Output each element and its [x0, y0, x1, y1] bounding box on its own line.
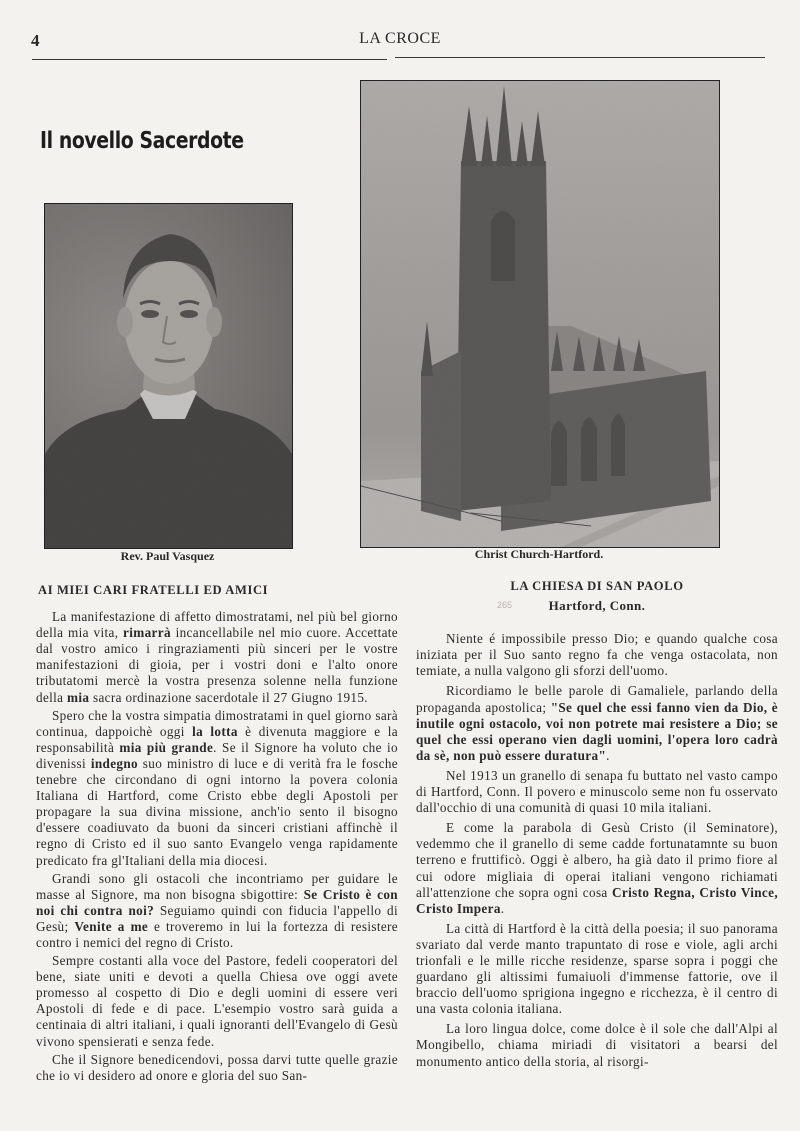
- portrait-photo: [44, 203, 293, 549]
- text-run: Che il Signore benedicendovi, possa darvi tutte quelle grazie che io vi desidero ad onore e gloria del suo San-: [36, 1051, 398, 1083]
- emphasized-text: rimarrà: [123, 625, 171, 641]
- church-image: [361, 81, 719, 547]
- left-paragraph: [36, 1052, 398, 1084]
- text-run: Spero che la vostra simpatia dimostratami in quel giorno sarà continua, dappoichè oggi: [36, 707, 398, 739]
- right-paragraph: [416, 683, 778, 763]
- right-paragraph: [416, 820, 778, 917]
- right-paragraph: [416, 1021, 778, 1069]
- text-run: suo ministro di luce e di verità fra le fosche tenebre che circondano di ogni intorno la povera colonia Italiana di Hartford, come Cristo ebbe degli Apostoli per propagare la sua divina missione, anch'io sento il bisogno d'essere coadiuvato da buoni da sinceri cristiani affinchè il regno di Cristo ed il suo santo Evangelo venga rapidamente predicato fra gl'Italiani della mia diocesi.: [36, 755, 398, 868]
- page-number: 4: [31, 31, 40, 50]
- text-run: sacra ordinazione sacerdotale il 27 Giugno 1915.: [89, 689, 368, 705]
- header-rule: [32, 59, 387, 60]
- text-run: . Se il Signore ha voluto che io divenissi: [36, 739, 398, 771]
- left-paragraph: [36, 953, 398, 1050]
- right-paragraph: [416, 768, 778, 816]
- emphasized-text: Se Cristo è con noi chi contra noi?: [36, 886, 398, 918]
- pencil-annotation: 265: [497, 600, 513, 610]
- right-article-subheading: Hartford, Conn.: [548, 598, 646, 614]
- text-run: .: [606, 747, 610, 763]
- emphasized-text: la lotta: [192, 723, 238, 739]
- church-photo: [360, 80, 720, 548]
- text-run: Niente é impossibile presso Dio; e quando qualche cosa iniziata per il Suo santo regno fa che venga ostacolata, non temiate, a nulla valgono gli sforzi dell'uomo.: [416, 631, 778, 679]
- emphasized-text: "Se quel che essi fanno vien da Dio, è inutile ogni ostacolo, voi non potrete mai resistere a Dio; se quel che essi operano vien dagli uomini, l'opera loro cadrà da sè, non può essere duratura": [416, 699, 778, 763]
- feature-title: Il novello Sacerdote: [40, 128, 244, 154]
- right-article-body: [416, 631, 778, 1069]
- left-article: [36, 582, 398, 1086]
- text-run: La manifestazione di affetto dimostratami, nel più bel giorno della mia vita,: [36, 609, 398, 641]
- text-run: .: [500, 900, 505, 916]
- text-run: e troveremo in lui la fortezza di resistere contro i nemici del regno di Cristo.: [36, 918, 398, 950]
- emphasized-text: indegno: [90, 755, 138, 771]
- left-article-body: [36, 609, 398, 1084]
- priest-portrait-image: [45, 204, 292, 548]
- emphasized-text: Venite a me: [74, 918, 149, 934]
- text-run: è divenuta maggiore e la responsabilità: [36, 723, 399, 755]
- text-run: Seguiamo quindi con fiducia l'appello di Gesù;: [36, 902, 398, 934]
- left-paragraph: [36, 871, 398, 951]
- running-head: LA CROCE: [359, 30, 441, 47]
- right-paragraph: [416, 631, 778, 679]
- text-run: La loro lingua dolce, come dolce è il sole che dall'Alpi al Mongibello, chiama miriadi di visitatori a bearsi del monumento antico della storia, al risorgi-: [416, 1021, 778, 1069]
- text-run: incancellabile nel mio cuore. Accettate dal vostro amico i ringraziamenti più sinceri per le vostre manifestazioni di gioia, per i vostri doni e l'alto onore tributatomi mercè la vostra presenza solenne nella funzione della: [36, 625, 398, 705]
- left-article-heading: AI MIEI CARI FRATELLI ED AMICI: [38, 583, 269, 597]
- right-paragraph: [416, 921, 778, 1018]
- left-paragraph: [36, 708, 398, 869]
- church-caption: Christ Church-Hartford.: [474, 547, 604, 561]
- text-run: E come la parabola di Gesù Cristo (il Seminatore), vedemmo che il granello di seme cadde fortunatamnte su buon terreno e fruttificò. Oggi è albero, ha già dato il primo fiore al cui odore migliaia di operai italiani vengono richiamati all'attenzione che sopra ogni cosa: [416, 820, 778, 900]
- portrait-caption: Rev. Paul Vasquez: [120, 549, 215, 563]
- text-run: La città di Hartford è la città della poesia; il suo panorama svariato dal verde manto trapuntato di rose e viole, agli archi trionfali e le mille ricche residenze, sparse sopra i poggi che guardano gli altissimi fumaiuoli d'immense fattorie, ove il braccio dell'uomo sprigiona ingegno e ricchezza, è il centro di una vasta colonia italiana.: [416, 920, 778, 1017]
- text-run: Nel 1913 un granello di senapa fu buttato nel vasto campo di Hartford, Conn. Il povero e minuscolo seme non fu osservato dall'occhio di una comunità di quasi 10 mila italiani.: [416, 767, 778, 816]
- text-run: Sempre costanti alla voce del Pastore, fedeli cooperatori del bene, siate uniti e devoti a quella Chiesa ove oggi avete promesso al cospetto di Dio e degli uomini di essere veri Apostoli di fede e di pace. L'esempio vostro sarà guida a centinaia di altri italiani, i quali ignoranti dell'Evangelo di Gesù vivono spensierati e senza fede.: [36, 953, 398, 1049]
- text-run: Grandi sono gli ostacoli che incontriamo per guidare le masse al Signore, ma non bisogna sbigottire:: [36, 870, 398, 902]
- left-paragraph: [36, 609, 398, 706]
- text-run: Ricordiamo le belle parole di Gamaliele, parlando della propaganda apostolica;: [416, 683, 778, 715]
- emphasized-text: Cristo Regna, Cristo Vince, Cristo Impera: [416, 884, 778, 916]
- right-article-heading: LA CHIESA DI SAN PAOLO: [510, 579, 684, 593]
- emphasized-text: mia più grande: [119, 739, 214, 755]
- right-article: [416, 578, 778, 1074]
- emphasized-text: mia: [67, 689, 90, 705]
- header-rule: [395, 57, 765, 58]
